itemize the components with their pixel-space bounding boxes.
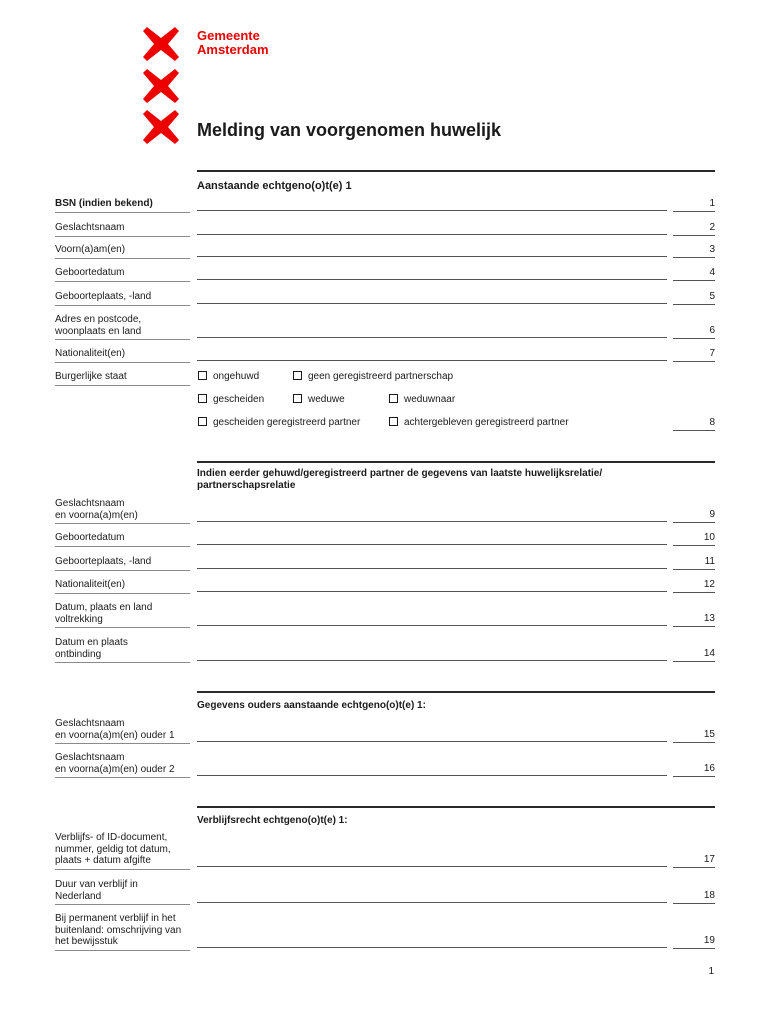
field-label-ouder-1 [55,718,190,744]
field-label-ouder-2 [55,752,190,778]
section-3-title: Gegevens ouders aanstaande echtgeno(o)t(e) 1: [197,700,426,711]
field-number-11: 11 [673,556,715,570]
section-2-title [197,468,602,492]
section-2-title-line-1: Indien eerder gehuwd/geregistreerd partner de gegevens van laatste huwelijksrelatie/ [197,468,603,479]
checkbox-box[interactable] [198,417,207,426]
section-2-title-line-2: partnerschapsrelatie [197,480,296,491]
field-input-ouder-1[interactable] [197,741,667,742]
field-label-duur-verblijf [55,879,190,905]
page-title: Melding van voorgenomen huwelijk [197,120,502,140]
field-label-line-2: en voorna(a)m(en) ouder 1 [55,729,175,741]
field-label-line-1: Datum en plaats [55,637,128,648]
checkbox-label: geen geregistreerd partnerschap [308,371,454,382]
brand-name [197,29,269,57]
field-number-16: 16 [673,763,715,777]
andreas-cross-icon-top [143,27,179,61]
field-label-line-1: Verblijfs- of ID-document, [55,832,168,843]
field-label-line-1: Geslachtsnaam [55,718,125,729]
field-input-geboorteplaats[interactable] [197,303,667,304]
field-input-ontbinding[interactable] [197,660,667,661]
checkbox-label: achtergebleven geregistreerd partner [404,417,569,428]
field-label-vorige-geboorteplaats: Geboorteplaats, -land [55,556,190,571]
checkbox-label: ongehuwd [213,371,260,382]
section-1-title: Aanstaande echtgeno(o)t(e) 1 [197,180,352,192]
field-label-voornamen: Voorn(a)am(en) [55,244,190,259]
field-label-nationaliteit: Nationaliteit(en) [55,348,190,363]
field-input-bsn[interactable] [197,210,667,211]
section-4-rule [197,806,715,808]
andreas-cross-icon-bottom [143,110,179,144]
field-label-line-1: Datum, plaats en land [55,602,153,613]
brand-line-2: Amsterdam [197,42,269,57]
checkbox-gescheiden-geregistreerd-partner[interactable] [198,417,360,429]
checkbox-weduwe[interactable] [293,394,345,406]
field-number-12: 12 [673,579,715,593]
field-label-vorige-nationaliteit: Nationaliteit(en) [55,579,190,594]
field-number-5: 5 [673,291,715,305]
field-number-6: 6 [673,325,715,339]
page-number: 1 [708,966,714,977]
field-label-ontbinding [55,637,190,663]
checkbox-label: gescheiden geregistreerd partner [213,417,361,428]
field-number-15: 15 [673,729,715,743]
checkbox-geen-geregistreerd-partnerschap[interactable] [293,371,453,383]
field-input-geslachtsnaam[interactable] [197,234,667,235]
field-input-verblijfsdocument[interactable] [197,866,667,867]
field-label-line-1: Geslachtsnaam [55,752,125,763]
field-label-bsn: BSN (indien bekend) [55,198,190,213]
checkbox-ongehuwd[interactable] [198,371,259,383]
checkbox-label: weduwe [308,394,345,405]
checkbox-label: gescheiden [213,394,265,405]
field-label-burgerlijke-staat: Burgerlijke staat [55,371,190,386]
field-label-line-1: Bij permanent verblijf in het [55,913,176,924]
field-label-line-2: en voorna(a)m(en) [55,509,138,521]
field-number-2: 2 [673,222,715,236]
field-input-voornamen[interactable] [197,256,667,257]
field-input-voltrekking[interactable] [197,625,667,626]
field-number-7: 7 [673,348,715,362]
field-number-8: 8 [673,417,715,431]
checkbox-box[interactable] [389,394,398,403]
field-number-19: 19 [673,935,715,949]
field-label-adres-line-1: Adres en postcode, [55,314,142,325]
checkbox-box[interactable] [293,371,302,380]
field-label-geslachtsnaam: Geslachtsnaam [55,222,190,237]
field-input-vorige-geboorteplaats[interactable] [197,568,667,569]
field-input-ouder-2[interactable] [197,775,667,776]
field-label-line-2: nummer, geldig tot datum, [55,843,171,855]
section-1-rule [197,170,715,172]
checkbox-box[interactable] [198,371,207,380]
checkbox-weduwnaar[interactable] [389,394,455,406]
section-3-rule [197,691,715,693]
field-input-vorige-naam[interactable] [197,521,667,522]
field-label-line-3: het bewijsstuk [55,936,118,947]
field-label-vorige-geboortedatum: Geboortedatum [55,532,190,547]
field-number-17: 17 [673,854,715,868]
field-input-adres[interactable] [197,337,667,338]
field-number-3: 3 [673,244,715,258]
field-label-adres-line-2: woonplaats en land [55,325,142,337]
checkbox-box[interactable] [198,394,207,403]
field-label-line-2: en voorna(a)m(en) ouder 2 [55,763,175,775]
section-2-rule [197,461,715,463]
field-input-duur-verblijf[interactable] [197,902,667,903]
field-label-line-1: Geslachtsnaam [55,498,125,509]
field-label-line-2: Nederland [55,890,102,902]
field-label-voltrekking [55,602,190,628]
field-label-adres [55,314,190,340]
checkbox-achtergebleven-geregistreerd-partner[interactable] [389,417,569,429]
field-input-vorige-geboortedatum[interactable] [197,544,667,545]
field-label-line-1: Duur van verblijf in [55,879,138,890]
field-number-18: 18 [673,890,715,904]
field-label-line-2: voltrekking [55,613,103,625]
field-label-verblijfsdocument [55,832,190,870]
field-label-line-3: plaats + datum afgifte [55,855,151,866]
brand-line-1: Gemeente [197,28,260,43]
andreas-cross-icon-middle [143,69,179,103]
field-label-vorige-naam [55,498,190,524]
field-label-geboortedatum: Geboortedatum [55,267,190,282]
section-4-title: Verblijfsrecht echtgeno(o)t(e) 1: [197,815,348,826]
checkbox-box[interactable] [389,417,398,426]
field-number-9: 9 [673,509,715,523]
field-label-line-2: buitenland: omschrijving van [55,924,182,936]
field-input-vorige-nationaliteit[interactable] [197,591,667,592]
field-number-14: 14 [673,648,715,662]
checkbox-gescheiden[interactable] [198,394,264,406]
field-label-permanent-verblijf [55,913,190,951]
field-label-line-2: ontbinding [55,648,102,660]
field-number-13: 13 [673,613,715,627]
field-number-1: 1 [673,198,715,212]
checkbox-box[interactable] [293,394,302,403]
field-input-nationaliteit[interactable] [197,360,667,361]
field-input-geboortedatum[interactable] [197,279,667,280]
field-number-10: 10 [673,532,715,546]
field-number-4: 4 [673,267,715,281]
field-label-geboorteplaats: Geboorteplaats, -land [55,291,190,306]
field-input-permanent-verblijf[interactable] [197,947,667,948]
checkbox-label: weduwnaar [404,394,456,405]
